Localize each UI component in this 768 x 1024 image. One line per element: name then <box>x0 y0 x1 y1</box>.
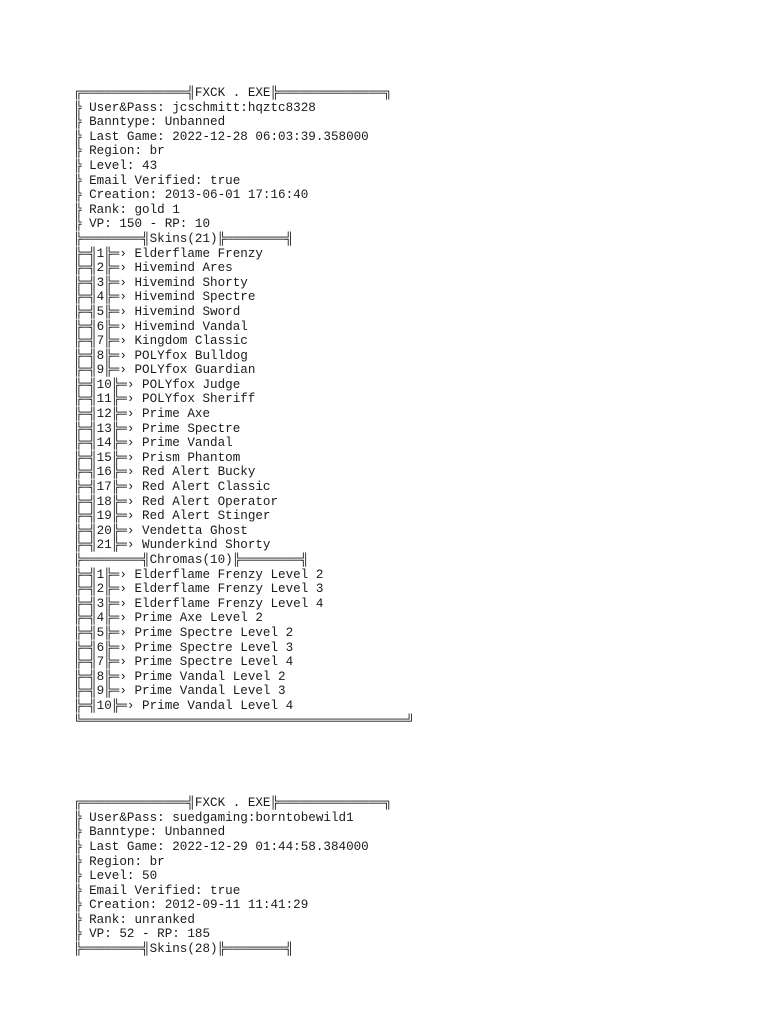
record-line: ╠ Rank: unranked <box>74 912 195 927</box>
record-line: ╠════════╣Skins(28)╠════════╣ <box>74 942 294 957</box>
record-line: ╠ Last Game: 2022-12-29 01:44:58.384000 <box>74 839 369 854</box>
record-line: ╠ Creation: 2013-06-01 17:16:40 <box>74 188 309 203</box>
record-line: ╠═╣1╠═› Elderflame Frenzy Level 2 <box>74 567 324 582</box>
record-line: ╠═╣1╠═› Elderflame Frenzy <box>74 246 263 261</box>
record-line: ╚═══════════════════════════════════════════╝ <box>74 713 415 728</box>
record-line: ╠═╣4╠═› Prime Axe Level 2 <box>74 611 263 626</box>
record-line: ╠ Region: br <box>74 854 165 869</box>
record-line: ╠═╣9╠═› POLYfox Guardian <box>74 363 256 378</box>
record-line: ╠═╣18╠═› Red Alert Operator <box>74 494 279 509</box>
record-gap <box>74 728 434 796</box>
record-line: ╠═╣10╠═› Prime Vandal Level 4 <box>74 698 294 713</box>
record-line: ╠═╣13╠═› Prime Spectre <box>74 421 241 436</box>
record-line: ╠═╣6╠═› Prime Spectre Level 3 <box>74 640 294 655</box>
record-line: ╠ Banntype: Unbanned <box>74 825 226 840</box>
record-line: ╠ Rank: gold 1 <box>74 202 180 217</box>
record-line: ╔══════════════╣FXCK . EXE╠══════════════╗ <box>74 796 392 811</box>
record-line: ╠ Last Game: 2022-12-28 06:03:39.358000 <box>74 129 369 144</box>
record-line: ╠═╣3╠═› Elderflame Frenzy Level 4 <box>74 596 324 611</box>
record-line: ╠ Email Verified: true <box>74 173 241 188</box>
record-line: ╠ Level: 50 <box>74 869 158 884</box>
record-line: ╠════════╣Skins(21)╠════════╣ <box>74 231 294 246</box>
account-record-1 <box>74 86 434 728</box>
record-line: ╠ Banntype: Unbanned <box>74 115 226 130</box>
record-line: ╠═╣5╠═› Prime Spectre Level 2 <box>74 625 294 640</box>
record-line: ╠═╣2╠═› Elderflame Frenzy Level 3 <box>74 582 324 597</box>
record-line: ╠ Level: 43 <box>74 158 158 173</box>
record-line: ╠═╣8╠═› POLYfox Bulldog <box>74 348 248 363</box>
text-document <box>74 86 434 957</box>
record-line: ╠═╣9╠═› Prime Vandal Level 3 <box>74 684 286 699</box>
record-line: ╠═╣8╠═› Prime Vandal Level 2 <box>74 669 286 684</box>
record-line: ╠═╣11╠═› POLYfox Sheriff <box>74 392 256 407</box>
record-line: ╠═╣20╠═› Vendetta Ghost <box>74 523 248 538</box>
account-record-2 <box>74 796 434 957</box>
record-line: ╔══════════════╣FXCK . EXE╠══════════════╗ <box>74 86 392 100</box>
record-line: ╠ User&Pass: jcschmitt:hqztc8328 <box>74 100 316 115</box>
record-line: ╠═╣12╠═› Prime Axe <box>74 407 211 422</box>
record-line: ╠════════╣Chromas(10)╠════════╣ <box>74 553 309 567</box>
record-line: ╠═╣6╠═› Hivemind Vandal <box>74 319 248 334</box>
record-line: ╠═╣14╠═› Prime Vandal <box>74 436 233 451</box>
record-line: ╠═╣19╠═› Red Alert Stinger <box>74 509 271 524</box>
record-line: ╠═╣17╠═› Red Alert Classic <box>74 480 271 495</box>
record-line: ╠ Email Verified: true <box>74 883 241 898</box>
record-line: ╠ Region: br <box>74 144 165 159</box>
record-line: ╠ Creation: 2012-09-11 11:41:29 <box>74 898 309 913</box>
record-line: ╠═╣4╠═› Hivemind Spectre <box>74 290 256 305</box>
record-line: ╠═╣15╠═› Prism Phantom <box>74 450 241 465</box>
record-line: ╠═╣10╠═› POLYfox Judge <box>74 377 241 392</box>
record-line: ╠═╣7╠═› Prime Spectre Level 4 <box>74 655 294 670</box>
record-line: ╠═╣3╠═› Hivemind Shorty <box>74 275 248 290</box>
record-line: ╠ User&Pass: suedgaming:borntobewild1 <box>74 810 354 825</box>
record-line: ╠ VP: 52 - RP: 185 <box>74 927 211 942</box>
record-line: ╠═╣7╠═› Kingdom Classic <box>74 334 248 349</box>
record-line: ╠═╣16╠═› Red Alert Bucky <box>74 465 256 480</box>
record-line: ╠ VP: 150 - RP: 10 <box>74 217 211 232</box>
record-line: ╠═╣21╠═› Wunderkind Shorty <box>74 538 271 553</box>
record-line: ╠═╣2╠═› Hivemind Ares <box>74 261 233 276</box>
record-line: ╠═╣5╠═› Hivemind Sword <box>74 304 241 319</box>
